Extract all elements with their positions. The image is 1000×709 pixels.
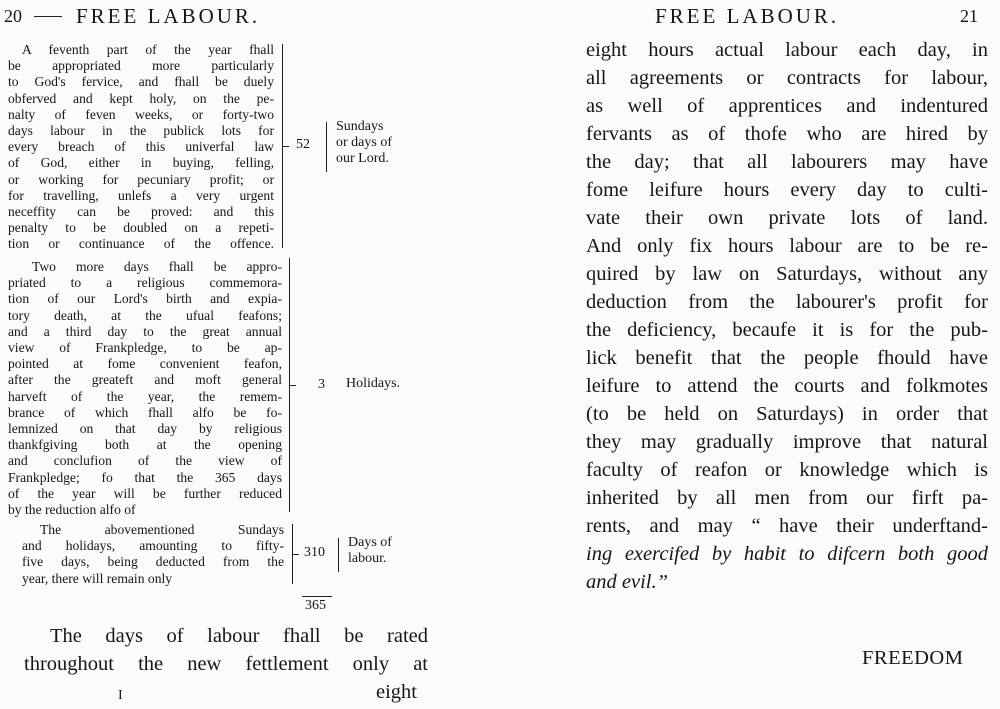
text-line: tion or continuance of the offence. xyxy=(8,236,274,252)
left-running-head: FREE LABOUR. xyxy=(76,4,261,28)
sundays-paragraph xyxy=(8,42,274,253)
block1-brace xyxy=(276,44,283,248)
holidays-paragraph xyxy=(8,259,282,518)
text-line: brance of which fhall alfo be fo- xyxy=(8,404,282,420)
sundays-count: 52 xyxy=(296,137,310,152)
text-line: thankfgiving both at the opening xyxy=(8,437,282,453)
note-line: Days of xyxy=(348,535,392,550)
right-running-head: FREE LABOUR. xyxy=(655,4,840,28)
text-line: quired by law on Saturdays, without any xyxy=(586,263,988,285)
text-line: and evil.” xyxy=(586,571,668,593)
text-line: leifure to attend the courts and folkmotes xyxy=(586,375,988,397)
text-line: The abovementioned Sundays xyxy=(40,522,284,537)
text-line: for travelling, unlefs a very urgent xyxy=(8,187,274,203)
block3-brace xyxy=(286,524,293,584)
text-line: nalty of feven weeks, or forty-two xyxy=(8,106,274,122)
right-catchword: FREEDOM xyxy=(862,647,964,669)
remainder-paragraph xyxy=(22,522,284,587)
right-page-number: 21 xyxy=(960,6,978,26)
right-body-text xyxy=(586,36,988,596)
text-line: fome leifure hours every day to culti- xyxy=(586,179,988,201)
text-line: Frankpledge; fo that the 365 days xyxy=(8,469,282,485)
sundays-note xyxy=(336,119,392,167)
text-line: of God, either in buying, felling, xyxy=(8,155,274,171)
text-line: priated to a religious commemora- xyxy=(8,275,282,291)
left-page-number: 20 xyxy=(4,6,22,26)
total-days: 365 xyxy=(305,598,326,613)
labour-days-count: 310 xyxy=(304,545,325,560)
text-line: obferved and kept holy, on the pe- xyxy=(8,90,274,106)
text-line: Two more days fhall be appro- xyxy=(32,259,282,274)
text-line: year, there will remain only xyxy=(22,570,173,586)
note1-brace xyxy=(326,122,332,172)
signature-mark: I xyxy=(118,688,123,703)
text-line: A feventh part of the year fhall xyxy=(22,42,274,57)
sum-rule xyxy=(302,596,332,597)
text-line: The days of labour fhall be rated xyxy=(50,625,428,647)
text-line: and holidays, amounting to fifty- xyxy=(22,538,284,554)
holidays-note: Holidays. xyxy=(346,376,401,391)
text-line: after the greateft and moft general xyxy=(8,372,282,388)
text-line: lemnized on that day by religious xyxy=(8,421,282,437)
text-line: pointed at fome convenient feafon, xyxy=(8,356,282,372)
text-line: deduction from the labourer's profit for xyxy=(586,291,988,313)
note-line: our Lord. xyxy=(336,151,389,166)
text-line: (to be held on Saturdays) in order that xyxy=(586,403,988,425)
text-line: penalty to be doubled on a repeti- xyxy=(8,220,274,236)
text-line: or working for pecuniary profit; or xyxy=(8,171,274,187)
holidays-count: 3 xyxy=(318,377,325,392)
left-catchword: eight xyxy=(376,681,417,703)
text-line: every breach of this univerfal law xyxy=(8,139,274,155)
text-line: they may gradually improve that natural xyxy=(586,431,988,453)
text-line: days labour in the publick lots for xyxy=(8,123,274,139)
text-line: by the reduction alfo of xyxy=(8,502,136,518)
text-line: as well of apprentices and indentured xyxy=(586,95,988,117)
note3-brace xyxy=(338,538,344,572)
text-line: faculty of reafon or knowledge which is xyxy=(586,459,988,481)
text-line: and a third day to the great annual xyxy=(8,323,282,339)
text-line: the day; that all labourers may have xyxy=(586,151,988,173)
text-line: all agreements or contracts for labour, xyxy=(586,67,988,89)
text-line: of the year will be further reduced xyxy=(8,485,282,501)
text-line: be appropriated more particularly xyxy=(8,58,274,74)
block2-brace xyxy=(283,258,290,512)
text-line: neceffity can be proved: and this xyxy=(8,204,274,220)
text-line: and conclufion of the view of xyxy=(8,453,282,469)
right-page xyxy=(500,0,1000,709)
text-line: lick benefit that the people fhould have xyxy=(586,347,988,369)
text-line: ing exercifed by habit to difcern both good xyxy=(586,543,988,565)
text-line: five days, being deducted from the xyxy=(22,554,284,570)
text-line: tion of our Lord's birth and expia- xyxy=(8,291,282,307)
text-line: vate their own private lots of land. xyxy=(586,207,988,229)
text-line: to God's fervice, and fhall be duely xyxy=(8,74,274,90)
text-line: rents, and may “ have their underftand- xyxy=(586,515,988,537)
text-line: inherited by all men from our firft pa- xyxy=(586,487,988,509)
text-line: tory death, at the ufual feafons; xyxy=(8,307,282,323)
note-line: labour. xyxy=(348,551,387,566)
text-line: harveft of the year, the remem- xyxy=(8,388,282,404)
note-line: or days of xyxy=(336,135,392,150)
text-line: fervants as of thofe who are hired by xyxy=(586,123,988,145)
text-line: eight hours actual labour each day, in xyxy=(586,39,988,61)
left-body-text xyxy=(24,622,428,678)
text-line: view of Frankpledge, to be ap- xyxy=(8,340,282,356)
header-rule xyxy=(34,16,62,17)
text-line: throughout the new fettlement only at xyxy=(24,653,428,675)
note-line: Sundays xyxy=(336,119,384,134)
labour-note xyxy=(348,535,392,567)
text-line: the deficiency, becaufe it is for the pub- xyxy=(586,319,988,341)
text-line: And only fix hours labour are to be re- xyxy=(586,235,988,257)
